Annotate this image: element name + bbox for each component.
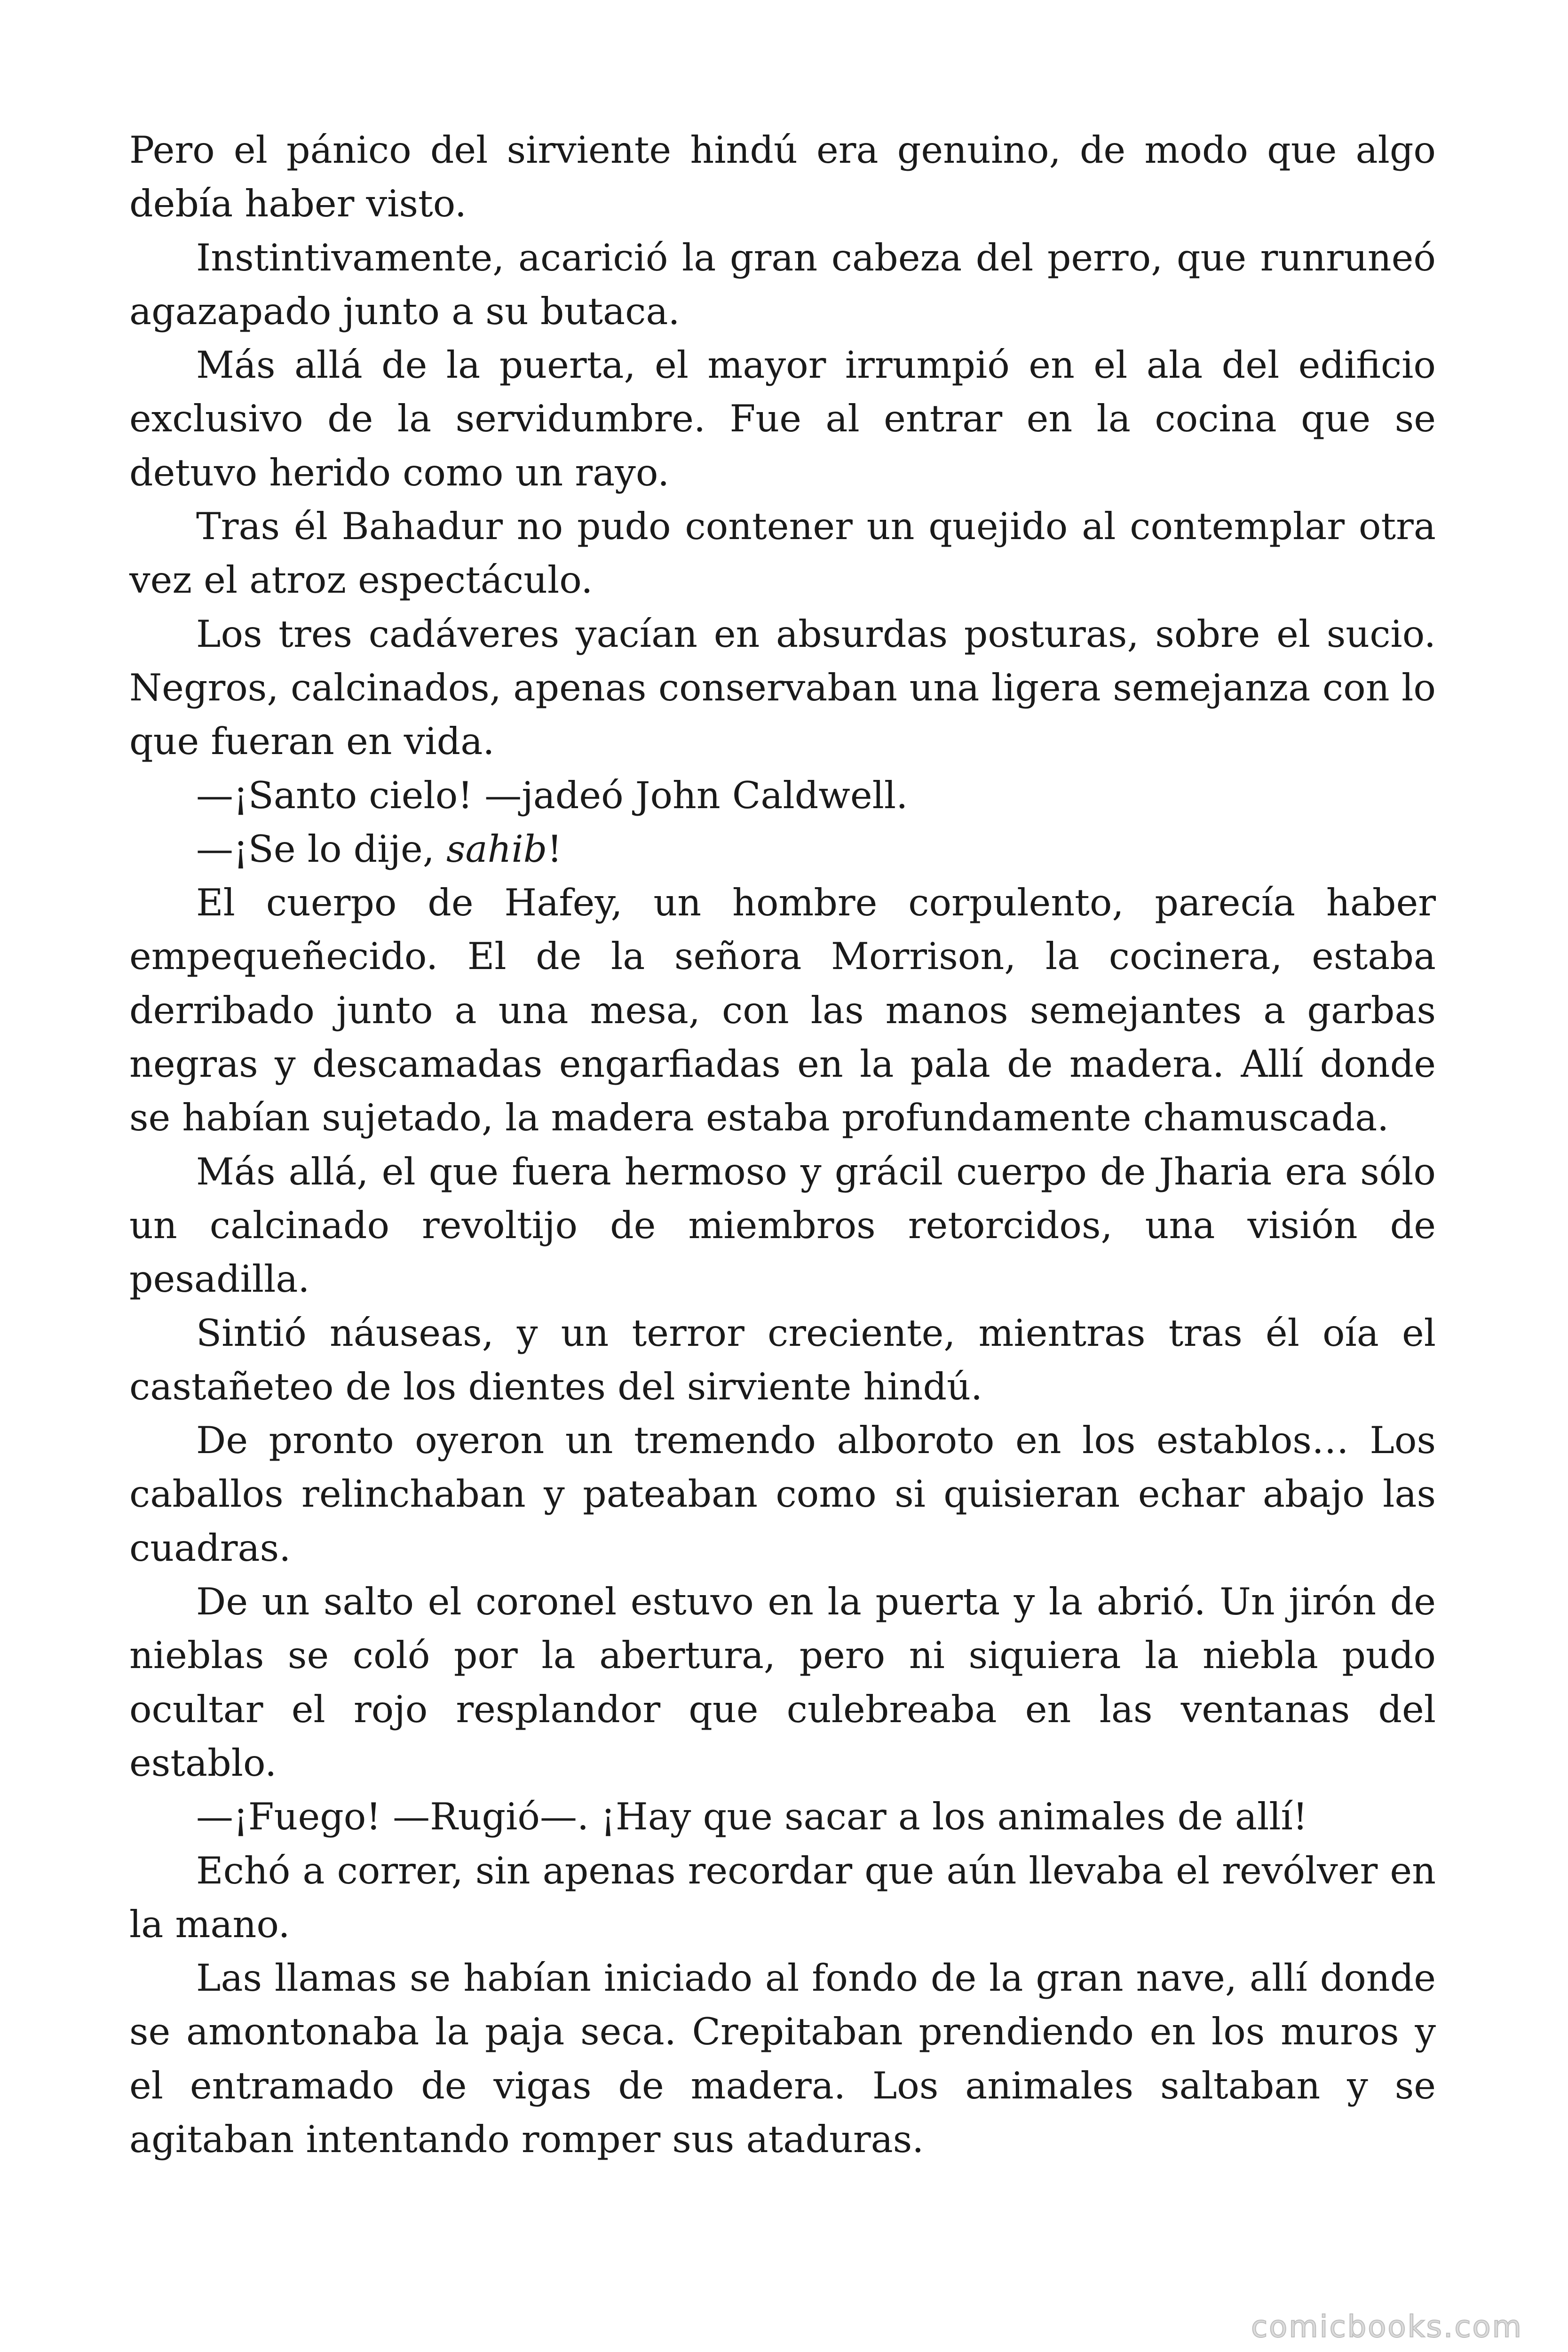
paragraph: Instintivamente, acarició la gran cabeza del perro, que runruneó agazapado junto a su butaca. — [129, 236, 1436, 333]
paragraph: Las llamas se habían iniciado al fondo de la gran nave, allí donde se amontonaba la paja seca. Crepitaban prendiendo en los muros y el entramado de vigas de madera. Los animales saltaban y se agitaban intentando romper sus ataduras. — [129, 1956, 1436, 2161]
italic-word: sahib — [446, 827, 547, 871]
dialogue-line: —¡Santo cielo! —jadeó John Caldwell. — [196, 773, 908, 817]
dialogue-text: ! — [547, 827, 562, 871]
paragraph: Los tres cadáveres yacían en absurdas posturas, sobre el sucio. Negros, calcinados, apenas conservaban una ligera semejanza con lo que fueran en vida. — [129, 612, 1436, 763]
paragraph: Echó a correr, sin apenas recordar que aún llevaba el revólver en la mano. — [129, 1849, 1436, 1946]
page-text — [129, 123, 1436, 2166]
paragraph: Pero el pánico del sirviente hindú era genuino, de modo que algo debía haber visto. — [129, 128, 1436, 226]
paragraph: De pronto oyeron un tremendo alboroto en los establos… Los caballos relinchaban y pateaban como si quisieran echar abajo las cuadras. — [129, 1419, 1436, 1570]
dialogue-text: —¡Se lo dije, — [196, 827, 446, 871]
watermark: comicbooks.com — [1251, 2310, 1523, 2344]
paragraph: De un salto el coronel estuvo en la puerta y la abrió. Un jirón de nieblas se coló por la abertura, pero ni siquiera la niebla pudo ocultar el rojo resplandor que culebreaba en las ventanas del establo. — [129, 1580, 1436, 1785]
dialogue-line — [129, 822, 1436, 876]
paragraph: El cuerpo de Hafey, un hombre corpulento, parecía haber empequeñecido. El de la señora Morrison, la cocinera, estaba derribado junto a una mesa, con las manos semejantes a garbas negras y descamadas engarfiadas en la pala de madera. Allí donde se habían sujetado, la madera estaba profundamente chamuscada. — [129, 881, 1436, 1140]
paragraph: Más allá, el que fuera hermoso y grácil cuerpo de Jharia era sólo un calcinado revoltijo de miembros retorcidos, una visión de pesadilla. — [129, 1150, 1436, 1301]
dialogue-line: —¡Fuego! —Rugió—. ¡Hay que sacar a los animales de allí! — [196, 1795, 1308, 1839]
paragraph: Sintió náuseas, y un terror creciente, mientras tras él oía el castañeteo de los dientes del sirviente hindú. — [129, 1311, 1436, 1408]
paragraph: Más allá de la puerta, el mayor irrumpió en el ala del edificio exclusivo de la servidumbre. Fue al entrar en la cocina que se detuvo herido como un rayo. — [129, 343, 1436, 494]
paragraph: Tras él Bahadur no pudo contener un quejido al contemplar otra vez el atroz espectáculo. — [129, 505, 1436, 602]
